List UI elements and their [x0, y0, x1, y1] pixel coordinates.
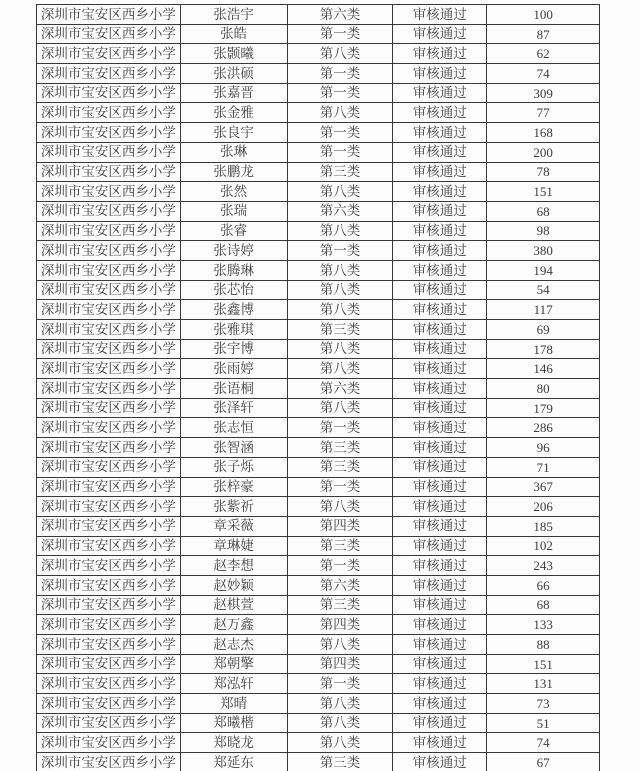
value-cell: 200	[487, 143, 600, 162]
school-cell: 深圳市宝安区西乡小学	[37, 222, 181, 241]
status-cell: 审核通过	[393, 458, 487, 477]
category-cell: 第四类	[288, 517, 394, 536]
status-cell: 审核通过	[393, 576, 487, 595]
status-cell: 审核通过	[393, 497, 487, 516]
table-row	[37, 123, 600, 143]
table-row	[37, 25, 600, 45]
value-cell: 73	[487, 694, 600, 713]
category-cell: 第六类	[288, 576, 394, 595]
school-cell: 深圳市宝安区西乡小学	[37, 418, 181, 437]
category-cell: 第三类	[288, 596, 394, 615]
name-cell: 章采薇	[181, 517, 288, 536]
school-cell: 深圳市宝安区西乡小学	[37, 537, 181, 556]
school-cell: 深圳市宝安区西乡小学	[37, 379, 181, 398]
school-cell: 深圳市宝安区西乡小学	[37, 576, 181, 595]
status-cell: 审核通过	[393, 202, 487, 221]
school-cell: 深圳市宝安区西乡小学	[37, 340, 181, 359]
status-cell: 审核通过	[393, 143, 487, 162]
value-cell: 286	[487, 418, 600, 437]
category-cell: 第三类	[288, 320, 394, 339]
status-cell: 审核通过	[393, 44, 487, 63]
value-cell: 179	[487, 399, 600, 418]
value-cell: 96	[487, 438, 600, 457]
table-row	[37, 182, 600, 202]
value-cell: 80	[487, 379, 600, 398]
name-cell: 张梓豪	[181, 478, 288, 497]
category-cell: 第四类	[288, 615, 394, 634]
name-cell: 张智涵	[181, 438, 288, 457]
name-cell: 张浩宇	[181, 5, 288, 24]
school-cell: 深圳市宝安区西乡小学	[37, 300, 181, 319]
category-cell: 第一类	[288, 478, 394, 497]
name-cell: 张宇博	[181, 340, 288, 359]
value-cell: 51	[487, 714, 600, 733]
value-cell: 151	[487, 182, 600, 201]
table-row	[37, 241, 600, 261]
name-cell: 张子烁	[181, 458, 288, 477]
name-cell: 张志恒	[181, 418, 288, 437]
value-cell: 98	[487, 222, 600, 241]
status-cell: 审核通过	[393, 123, 487, 142]
school-cell: 深圳市宝安区西乡小学	[37, 399, 181, 418]
school-cell: 深圳市宝安区西乡小学	[37, 182, 181, 201]
name-cell: 章琳婕	[181, 537, 288, 556]
status-cell: 审核通过	[393, 241, 487, 260]
value-cell: 117	[487, 300, 600, 319]
name-cell: 张然	[181, 182, 288, 201]
category-cell: 第八类	[288, 44, 394, 63]
table-row	[37, 320, 600, 340]
name-cell: 郑延东	[181, 753, 288, 771]
category-cell: 第八类	[288, 281, 394, 300]
table-row	[37, 281, 600, 301]
category-cell: 第八类	[288, 733, 394, 752]
category-cell: 第一类	[288, 556, 394, 575]
category-cell: 第八类	[288, 399, 394, 418]
status-cell: 审核通过	[393, 753, 487, 771]
status-cell: 审核通过	[393, 635, 487, 654]
status-cell: 审核通过	[393, 103, 487, 122]
status-cell: 审核通过	[393, 478, 487, 497]
status-cell: 审核通过	[393, 694, 487, 713]
table-row	[37, 261, 600, 281]
name-cell: 张芯怡	[181, 281, 288, 300]
school-cell: 深圳市宝安区西乡小学	[37, 438, 181, 457]
value-cell: 133	[487, 615, 600, 634]
table-row	[37, 714, 600, 734]
table-row	[37, 202, 600, 222]
status-cell: 审核通过	[393, 340, 487, 359]
school-cell: 深圳市宝安区西乡小学	[37, 143, 181, 162]
category-cell: 第八类	[288, 222, 394, 241]
value-cell: 66	[487, 576, 600, 595]
table-row	[37, 635, 600, 655]
school-cell: 深圳市宝安区西乡小学	[37, 596, 181, 615]
category-cell: 第八类	[288, 714, 394, 733]
name-cell: 赵李想	[181, 556, 288, 575]
school-cell: 深圳市宝安区西乡小学	[37, 635, 181, 654]
school-cell: 深圳市宝安区西乡小学	[37, 478, 181, 497]
table-row	[37, 517, 600, 537]
status-cell: 审核通过	[393, 359, 487, 378]
name-cell: 赵妙颖	[181, 576, 288, 595]
value-cell: 67	[487, 753, 600, 771]
category-cell: 第三类	[288, 163, 394, 182]
table-row	[37, 379, 600, 399]
name-cell: 张语桐	[181, 379, 288, 398]
table-row	[37, 556, 600, 576]
table-row	[37, 753, 600, 771]
name-cell: 赵棋萱	[181, 596, 288, 615]
category-cell: 第六类	[288, 5, 394, 24]
status-cell: 审核通过	[393, 438, 487, 457]
value-cell: 168	[487, 123, 600, 142]
name-cell: 张鹏龙	[181, 163, 288, 182]
value-cell: 131	[487, 674, 600, 693]
category-cell: 第八类	[288, 261, 394, 280]
value-cell: 309	[487, 84, 600, 103]
category-cell: 第六类	[288, 202, 394, 221]
status-cell: 审核通过	[393, 261, 487, 280]
category-cell: 第三类	[288, 458, 394, 477]
table-row	[37, 399, 600, 419]
school-cell: 深圳市宝安区西乡小学	[37, 733, 181, 752]
school-cell: 深圳市宝安区西乡小学	[37, 44, 181, 63]
status-cell: 审核通过	[393, 399, 487, 418]
table-row	[37, 733, 600, 753]
name-cell: 郑泓轩	[181, 674, 288, 693]
value-cell: 74	[487, 733, 600, 752]
category-cell: 第三类	[288, 537, 394, 556]
status-cell: 审核通过	[393, 517, 487, 536]
category-cell: 第八类	[288, 694, 394, 713]
category-cell: 第八类	[288, 359, 394, 378]
name-cell: 张紫祈	[181, 497, 288, 516]
school-cell: 深圳市宝安区西乡小学	[37, 84, 181, 103]
table-row	[37, 44, 600, 64]
status-cell: 审核通过	[393, 300, 487, 319]
category-cell: 第八类	[288, 497, 394, 516]
category-cell: 第八类	[288, 103, 394, 122]
table-row	[37, 340, 600, 360]
name-cell: 张腾琳	[181, 261, 288, 280]
name-cell: 赵万鑫	[181, 615, 288, 634]
table-row	[37, 359, 600, 379]
name-cell: 郑晴	[181, 694, 288, 713]
name-cell: 张颢曦	[181, 44, 288, 63]
school-cell: 深圳市宝安区西乡小学	[37, 556, 181, 575]
school-cell: 深圳市宝安区西乡小学	[37, 753, 181, 771]
school-cell: 深圳市宝安区西乡小学	[37, 615, 181, 634]
name-cell: 张良宇	[181, 123, 288, 142]
category-cell: 第一类	[288, 64, 394, 83]
school-cell: 深圳市宝安区西乡小学	[37, 359, 181, 378]
category-cell: 第一类	[288, 241, 394, 260]
value-cell: 380	[487, 241, 600, 260]
name-cell: 张琳	[181, 143, 288, 162]
category-cell: 第三类	[288, 438, 394, 457]
table-row	[37, 694, 600, 714]
category-cell: 第一类	[288, 418, 394, 437]
table-row	[37, 163, 600, 183]
category-cell: 第六类	[288, 379, 394, 398]
school-cell: 深圳市宝安区西乡小学	[37, 497, 181, 516]
name-cell: 张瑞	[181, 202, 288, 221]
table-row	[37, 438, 600, 458]
value-cell: 100	[487, 5, 600, 24]
status-cell: 审核通过	[393, 615, 487, 634]
school-cell: 深圳市宝安区西乡小学	[37, 458, 181, 477]
school-cell: 深圳市宝安区西乡小学	[37, 64, 181, 83]
name-cell: 张洪硕	[181, 64, 288, 83]
name-cell: 张泽轩	[181, 399, 288, 418]
value-cell: 87	[487, 25, 600, 44]
school-cell: 深圳市宝安区西乡小学	[37, 25, 181, 44]
table-row	[37, 576, 600, 596]
table-row	[37, 497, 600, 517]
value-cell: 69	[487, 320, 600, 339]
category-cell: 第八类	[288, 300, 394, 319]
status-cell: 审核通过	[393, 379, 487, 398]
value-cell: 178	[487, 340, 600, 359]
table-row	[37, 458, 600, 478]
category-cell: 第一类	[288, 123, 394, 142]
status-cell: 审核通过	[393, 537, 487, 556]
table-row	[37, 64, 600, 84]
value-cell: 68	[487, 596, 600, 615]
name-cell: 张雅琪	[181, 320, 288, 339]
category-cell: 第四类	[288, 655, 394, 674]
table-row	[37, 143, 600, 163]
table-row	[37, 615, 600, 635]
name-cell: 张金雅	[181, 103, 288, 122]
name-cell: 郑朝擎	[181, 655, 288, 674]
value-cell: 243	[487, 556, 600, 575]
table-row	[37, 300, 600, 320]
school-cell: 深圳市宝安区西乡小学	[37, 714, 181, 733]
status-cell: 审核通过	[393, 222, 487, 241]
school-cell: 深圳市宝安区西乡小学	[37, 241, 181, 260]
value-cell: 146	[487, 359, 600, 378]
status-cell: 审核通过	[393, 655, 487, 674]
school-cell: 深圳市宝安区西乡小学	[37, 694, 181, 713]
table-row	[37, 674, 600, 694]
value-cell: 194	[487, 261, 600, 280]
name-cell: 张鑫博	[181, 300, 288, 319]
status-cell: 审核通过	[393, 25, 487, 44]
table-row	[37, 596, 600, 616]
school-cell: 深圳市宝安区西乡小学	[37, 202, 181, 221]
value-cell: 68	[487, 202, 600, 221]
status-cell: 审核通过	[393, 733, 487, 752]
school-cell: 深圳市宝安区西乡小学	[37, 517, 181, 536]
name-cell: 张嘉晋	[181, 84, 288, 103]
value-cell: 74	[487, 64, 600, 83]
name-cell: 张诗婷	[181, 241, 288, 260]
status-cell: 审核通过	[393, 596, 487, 615]
value-cell: 78	[487, 163, 600, 182]
value-cell: 151	[487, 655, 600, 674]
category-cell: 第三类	[288, 753, 394, 771]
value-cell: 54	[487, 281, 600, 300]
table-row	[37, 84, 600, 104]
table-row	[37, 537, 600, 557]
table-row	[37, 478, 600, 498]
school-cell: 深圳市宝安区西乡小学	[37, 123, 181, 142]
school-cell: 深圳市宝安区西乡小学	[37, 5, 181, 24]
school-cell: 深圳市宝安区西乡小学	[37, 655, 181, 674]
category-cell: 第八类	[288, 182, 394, 201]
status-cell: 审核通过	[393, 418, 487, 437]
category-cell: 第一类	[288, 84, 394, 103]
roster-table	[36, 4, 600, 771]
table-row	[37, 418, 600, 438]
category-cell: 第八类	[288, 340, 394, 359]
value-cell: 102	[487, 537, 600, 556]
name-cell: 郑曦楷	[181, 714, 288, 733]
school-cell: 深圳市宝安区西乡小学	[37, 674, 181, 693]
value-cell: 62	[487, 44, 600, 63]
status-cell: 审核通过	[393, 163, 487, 182]
status-cell: 审核通过	[393, 182, 487, 201]
status-cell: 审核通过	[393, 556, 487, 575]
value-cell: 185	[487, 517, 600, 536]
school-cell: 深圳市宝安区西乡小学	[37, 163, 181, 182]
status-cell: 审核通过	[393, 64, 487, 83]
table-row	[37, 655, 600, 675]
value-cell: 206	[487, 497, 600, 516]
school-cell: 深圳市宝安区西乡小学	[37, 320, 181, 339]
table-row	[37, 5, 600, 25]
category-cell: 第一类	[288, 143, 394, 162]
value-cell: 71	[487, 458, 600, 477]
school-cell: 深圳市宝安区西乡小学	[37, 281, 181, 300]
school-cell: 深圳市宝安区西乡小学	[37, 261, 181, 280]
category-cell: 第一类	[288, 674, 394, 693]
school-cell: 深圳市宝安区西乡小学	[37, 103, 181, 122]
category-cell: 第八类	[288, 635, 394, 654]
value-cell: 88	[487, 635, 600, 654]
name-cell: 郑晓龙	[181, 733, 288, 752]
name-cell: 张雨婷	[181, 359, 288, 378]
status-cell: 审核通过	[393, 674, 487, 693]
status-cell: 审核通过	[393, 84, 487, 103]
value-cell: 77	[487, 103, 600, 122]
status-cell: 审核通过	[393, 281, 487, 300]
table-row	[37, 222, 600, 242]
status-cell: 审核通过	[393, 714, 487, 733]
status-cell: 审核通过	[393, 320, 487, 339]
name-cell: 赵志杰	[181, 635, 288, 654]
value-cell: 367	[487, 478, 600, 497]
name-cell: 张睿	[181, 222, 288, 241]
category-cell: 第一类	[288, 25, 394, 44]
table-row	[37, 103, 600, 123]
status-cell: 审核通过	[393, 5, 487, 24]
name-cell: 张皓	[181, 25, 288, 44]
